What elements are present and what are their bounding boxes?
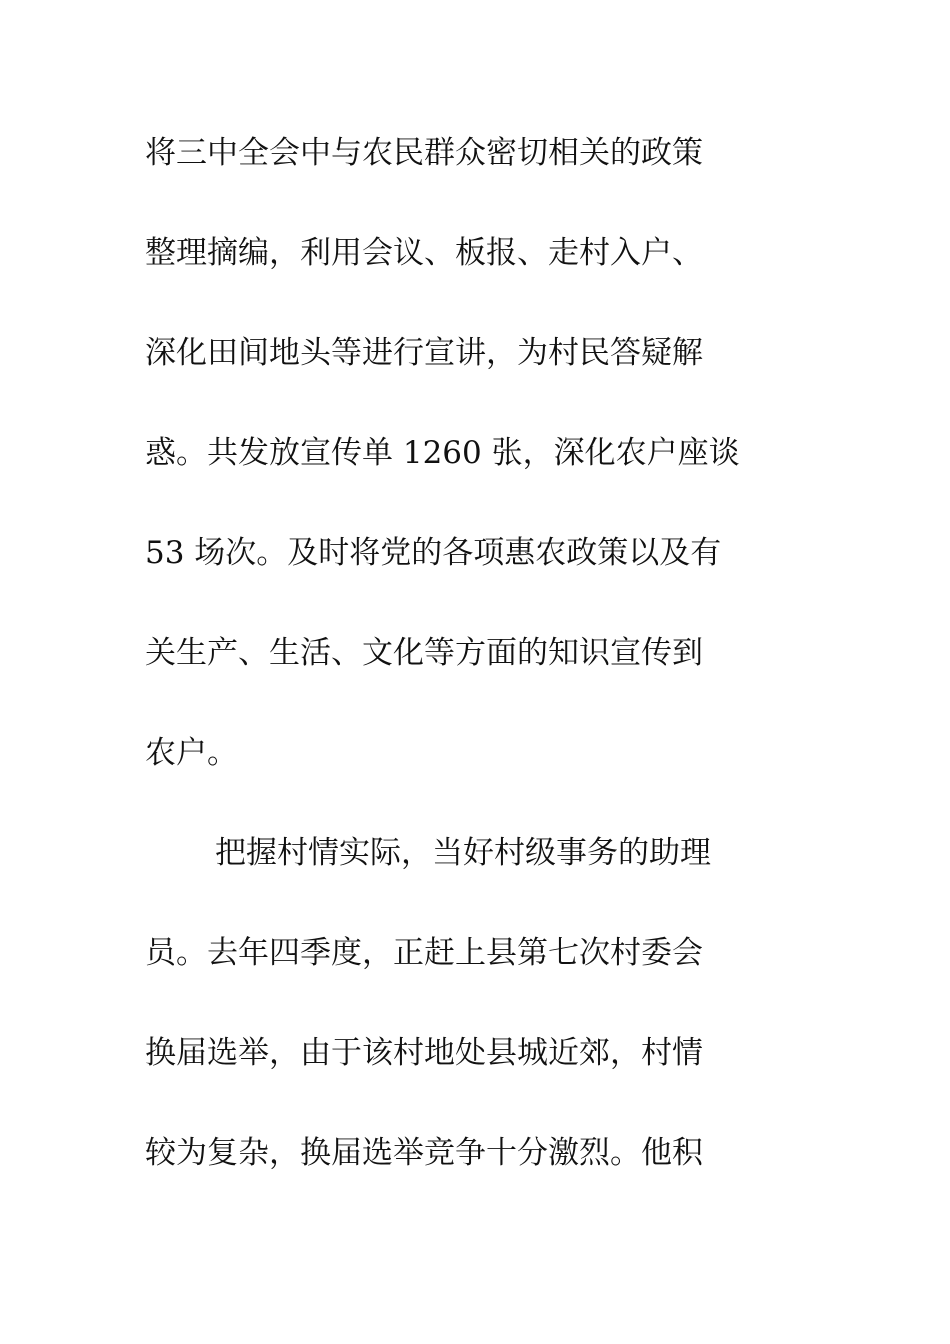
text-line-1: 将三中全会中与农民群众密切相关的政策: [145, 135, 703, 171]
text-line-10: 换届选举，由于该村地处县城近郊，村情: [145, 1035, 703, 1071]
paragraph-start-line: 把握村情实际，当好村级事务的助理: [215, 835, 711, 871]
text-line-2: 整理摘编，利用会议、板报、走村入户、: [145, 235, 703, 271]
text-line-5: 53 场次。及时将党的各项惠农政策以及有: [145, 535, 722, 571]
text-line-9: 员。去年四季度，正赶上县第七次村委会: [145, 935, 703, 971]
text-line-4: 惑。共发放宣传单 1260 张，深化农户座谈: [145, 435, 740, 471]
text-line-3: 深化田间地头等进行宣讲，为村民答疑解: [145, 335, 703, 371]
text-line-7: 农户。: [145, 735, 238, 771]
text-line-6: 关生产、生活、文化等方面的知识宣传到: [145, 635, 703, 671]
text-line-11: 较为复杂，换届选举竞争十分激烈。他积: [145, 1135, 703, 1171]
